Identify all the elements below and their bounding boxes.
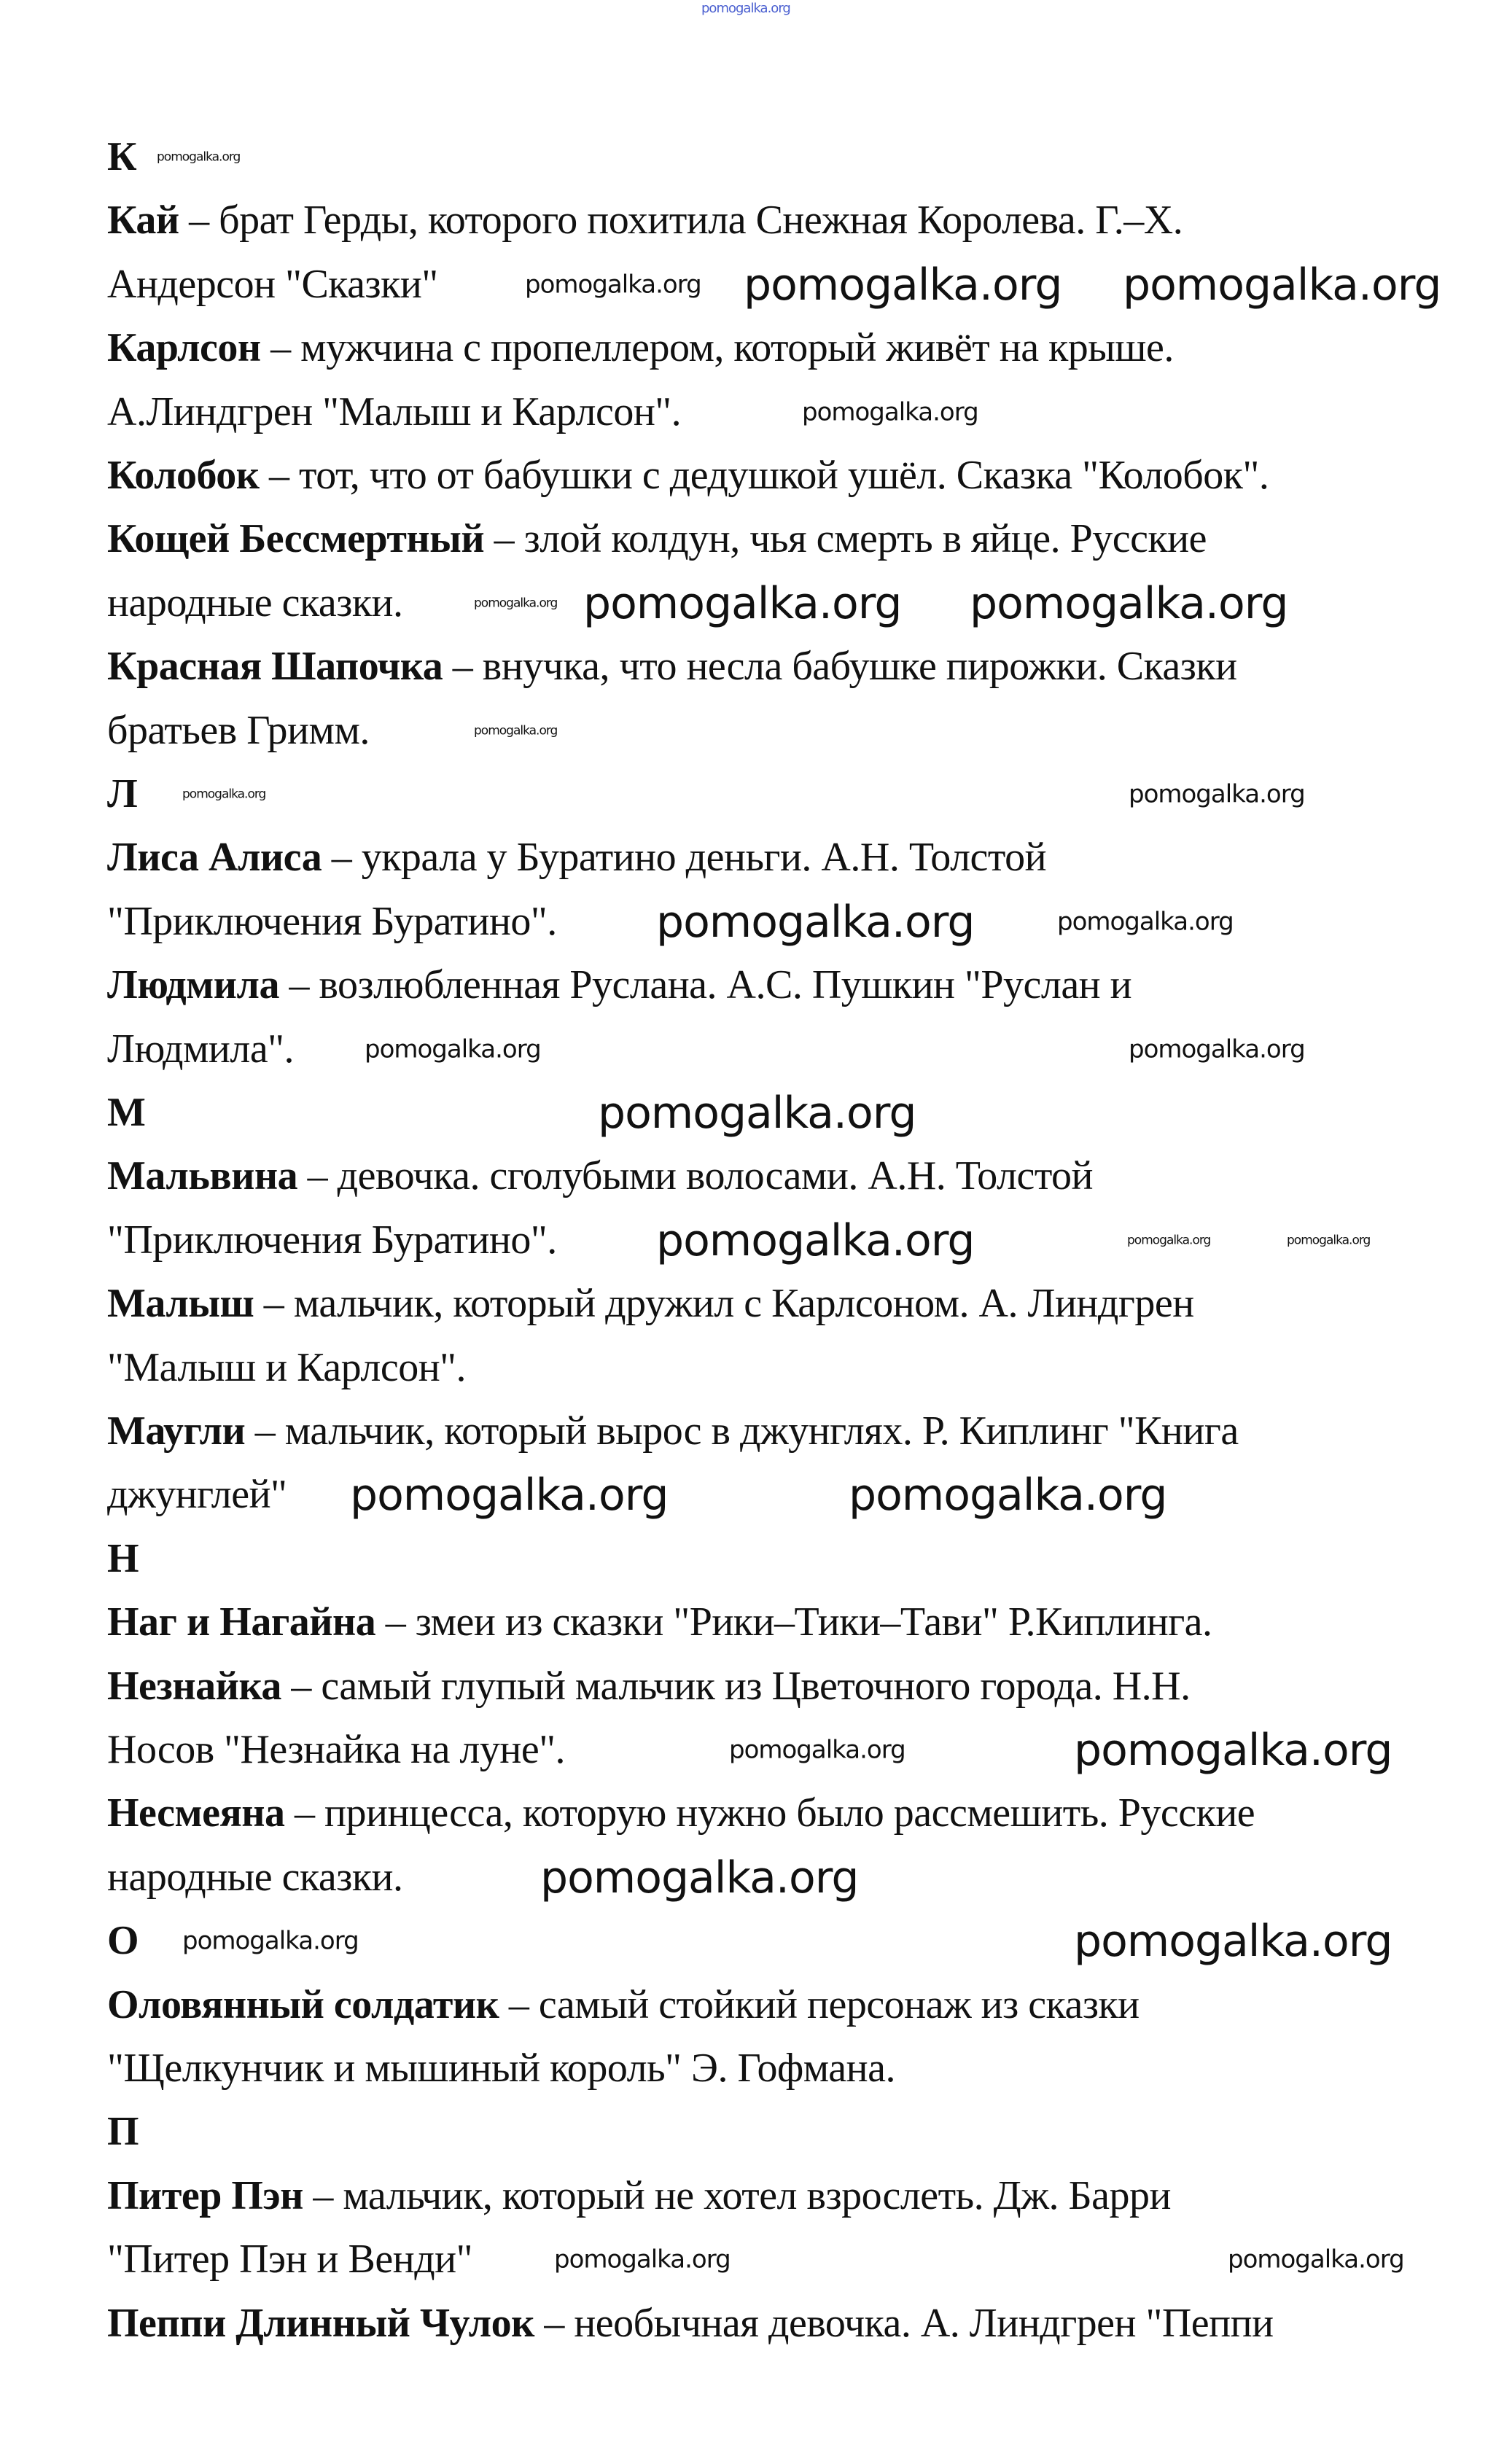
character-name: Кай bbox=[107, 198, 179, 243]
letter-heading: Н bbox=[107, 1536, 139, 1581]
section-letter bbox=[107, 1919, 139, 1964]
character-description: "Питер Пэн и Венди" bbox=[107, 2237, 473, 2282]
watermark: pomogalka.org bbox=[474, 596, 558, 611]
glossary-line bbox=[107, 1155, 1093, 1200]
character-description: – брат Герды, которого похитила Снежная Королева. Г.–Х. bbox=[179, 198, 1183, 243]
section-letter bbox=[107, 135, 136, 180]
glossary-line bbox=[107, 199, 1183, 244]
character-description: – самый глупый мальчик из Цветочного города. Н.Н. bbox=[281, 1663, 1191, 1709]
character-description: – мальчик, который не хотел взрослеть. Дж. Барри bbox=[303, 2173, 1171, 2218]
character-description: братьев Гримм. bbox=[107, 707, 370, 753]
character-name: Людмила bbox=[107, 962, 279, 1008]
glossary-line bbox=[107, 1346, 466, 1391]
glossary-line bbox=[107, 1409, 1239, 1454]
watermark: pomogalka.org bbox=[1129, 1034, 1305, 1064]
character-description: – самый стойкий персонаж из сказки bbox=[499, 1981, 1140, 2027]
watermark: pomogalka.org bbox=[1074, 1916, 1392, 1968]
watermark: pomogalka.org bbox=[970, 577, 1288, 629]
glossary-line bbox=[107, 2237, 472, 2282]
character-description: А.Линдгрен "Малыш и Карлсон". bbox=[107, 389, 682, 434]
glossary-line bbox=[107, 518, 1207, 563]
character-description: "Приключения Буратино". bbox=[107, 1217, 557, 1263]
glossary-line bbox=[107, 581, 403, 626]
glossary-line bbox=[107, 1983, 1140, 2028]
glossary-line bbox=[107, 453, 1269, 499]
glossary-line bbox=[107, 2046, 895, 2091]
letter-heading: Л bbox=[107, 771, 138, 817]
glossary-line bbox=[107, 836, 1046, 881]
character-description: – необычная девочка. А. Линдгрен "Пеппи bbox=[534, 2300, 1274, 2346]
watermark: pomogalka.org bbox=[583, 577, 902, 629]
glossary-line bbox=[107, 2301, 1274, 2347]
glossary-line bbox=[107, 1600, 1212, 1645]
glossary-line bbox=[107, 1218, 557, 1263]
watermark: pomogalka.org bbox=[554, 2245, 731, 2274]
letter-heading: К bbox=[107, 134, 137, 180]
character-name: Колобок bbox=[107, 453, 260, 499]
character-description: джунглей" bbox=[107, 1472, 287, 1518]
character-name: Питер Пэн bbox=[107, 2173, 303, 2218]
glossary-line bbox=[107, 644, 1237, 690]
character-description: народные сказки. bbox=[107, 580, 403, 625]
section-letter bbox=[107, 2110, 139, 2156]
glossary-line bbox=[107, 1473, 287, 1518]
watermark: pomogalka.org bbox=[849, 1470, 1167, 1521]
section-letter bbox=[107, 1091, 145, 1136]
glossary-line bbox=[107, 326, 1174, 371]
glossary-line bbox=[107, 1027, 294, 1072]
character-description: "Приключения Буратино". bbox=[107, 899, 557, 944]
watermark: pomogalka.org bbox=[1123, 259, 1441, 311]
character-description: народные сказки. bbox=[107, 1855, 403, 1900]
character-description: Носов "Незнайка на луне". bbox=[107, 1727, 566, 1773]
watermark: pomogalka.org bbox=[474, 723, 558, 738]
character-name: Карлсон bbox=[107, 325, 261, 371]
character-description: – принцесса, которую нужно было рассмешить. Русские bbox=[284, 1790, 1255, 1836]
character-name: Пеппи Длинный Чулок bbox=[107, 2300, 534, 2346]
glossary-line bbox=[107, 1855, 403, 1900]
watermark: pomogalka.org bbox=[598, 1088, 916, 1139]
character-name: Оловянный солдатик bbox=[107, 1981, 499, 2027]
character-name: Красная Шапочка bbox=[107, 644, 443, 690]
character-description: – мужчина с пропеллером, который живёт на крыше. bbox=[260, 325, 1174, 371]
character-name: Лиса Алиса bbox=[107, 835, 322, 881]
watermark: pomogalka.org bbox=[365, 1034, 541, 1064]
watermark: pomogalka.org bbox=[1074, 1725, 1392, 1776]
character-name: Маугли bbox=[107, 1408, 246, 1454]
character-description: Андерсон "Сказки" bbox=[107, 262, 438, 307]
character-description: – мальчик, который дружил с Карлсоном. А. Линдгрен bbox=[254, 1281, 1194, 1327]
watermark: pomogalka.org bbox=[729, 1735, 905, 1765]
watermark: pomogalka.org bbox=[1287, 1233, 1371, 1248]
watermark: pomogalka.org bbox=[744, 259, 1062, 311]
watermark: pomogalka.org bbox=[701, 1, 790, 17]
character-description: "Малыш и Карлсон". bbox=[107, 1344, 467, 1390]
watermark: pomogalka.org bbox=[540, 1852, 859, 1903]
watermark: pomogalka.org bbox=[1127, 1233, 1211, 1248]
glossary-line bbox=[107, 262, 438, 308]
character-name: Мальвина bbox=[107, 1153, 298, 1199]
watermark: pomogalka.org bbox=[525, 270, 701, 300]
watermark: pomogalka.org bbox=[157, 149, 241, 165]
character-description: – девочка. сголубыми волосами. А.Н. Толстой bbox=[297, 1153, 1094, 1199]
glossary-line bbox=[107, 963, 1131, 1008]
character-description: "Щелкунчик и мышиный король" Э. Гофмана. bbox=[107, 2046, 895, 2091]
character-description: – змеи из сказки "Рики–Тики–Тави" Р.Киплинга. bbox=[375, 1599, 1212, 1645]
character-name: Кощей Бессмертный bbox=[107, 516, 485, 562]
section-letter bbox=[107, 772, 137, 817]
character-description: – мальчик, который вырос в джунглях. Р. Киплинг "Книга bbox=[245, 1408, 1239, 1454]
glossary-line bbox=[107, 900, 557, 945]
letter-heading: П bbox=[107, 2109, 139, 2155]
watermark: pomogalka.org bbox=[1228, 2245, 1404, 2274]
character-description: – тот, что от бабушки с дедушкой ушёл. Сказка "Колобок". bbox=[259, 453, 1269, 499]
glossary-line bbox=[107, 709, 370, 754]
watermark: pomogalka.org bbox=[656, 1215, 975, 1266]
character-description: – внучка, что несла бабушке пирожки. Сказки bbox=[443, 644, 1237, 690]
glossary-line bbox=[107, 390, 681, 435]
character-name: Наг и Нагайна bbox=[107, 1599, 376, 1645]
watermark: pomogalka.org bbox=[182, 787, 266, 802]
character-name: Несмеяна bbox=[107, 1790, 285, 1836]
watermark: pomogalka.org bbox=[350, 1470, 669, 1521]
section-letter bbox=[107, 1537, 139, 1582]
character-description: – злой колдун, чья смерть в яйце. Русские bbox=[484, 516, 1207, 562]
character-name: Малыш bbox=[107, 1281, 254, 1327]
character-description: – возлюбленная Руслана. А.С. Пушкин "Руслан и bbox=[278, 962, 1132, 1008]
character-description: Людмила". bbox=[107, 1026, 295, 1072]
letter-heading: О bbox=[107, 1918, 139, 1964]
watermark: pomogalka.org bbox=[1129, 779, 1305, 809]
character-description: – украла у Буратино деньги. А.Н. Толстой bbox=[322, 835, 1047, 881]
watermark: pomogalka.org bbox=[182, 1926, 359, 1956]
watermark: pomogalka.org bbox=[1057, 907, 1234, 937]
character-name: Незнайка bbox=[107, 1663, 281, 1709]
glossary-line bbox=[107, 1728, 565, 1773]
glossary-line bbox=[107, 2174, 1171, 2219]
watermark: pomogalka.org bbox=[656, 896, 975, 948]
glossary-line bbox=[107, 1664, 1191, 1709]
letter-heading: М bbox=[107, 1090, 146, 1136]
watermark: pomogalka.org bbox=[802, 397, 978, 426]
glossary-line bbox=[107, 1282, 1194, 1327]
glossary-line bbox=[107, 1792, 1255, 1837]
